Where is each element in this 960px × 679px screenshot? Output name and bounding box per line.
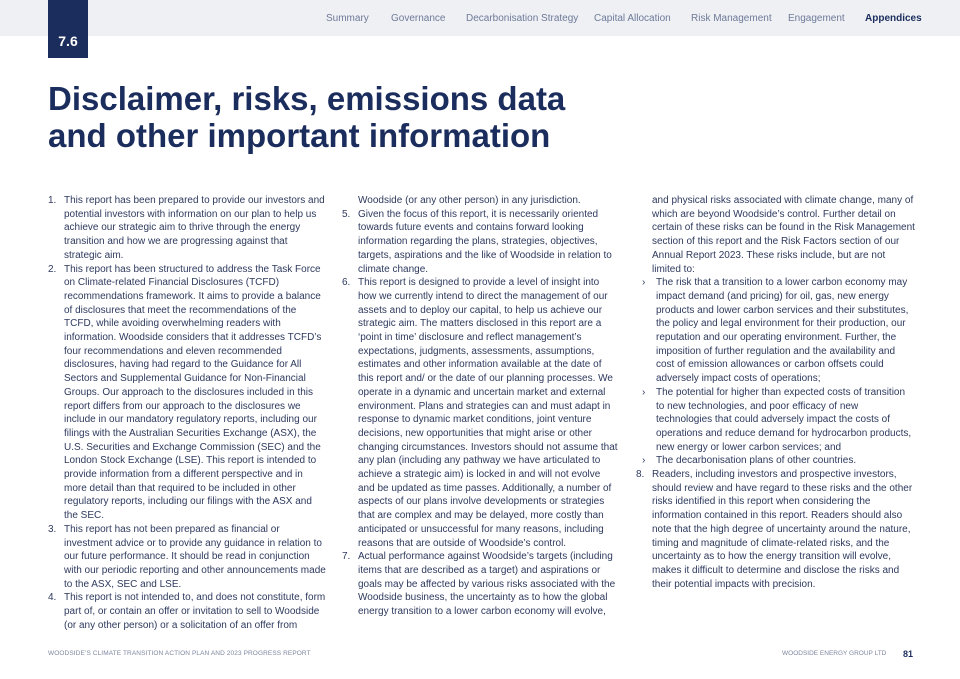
bullet-item — [636, 386, 916, 455]
top-navigation — [0, 13, 960, 27]
list-item — [48, 523, 326, 592]
chevron-right-icon: › — [642, 455, 646, 467]
item-text: Given the focus of this report, it is necessarily oriented towards future events and contains forward looking information regarding the plans, strategies, objectives, targets, aspirations and the like of Woodside in relation to climate change. — [358, 208, 612, 275]
nav-decarbonisation-strategy[interactable]: Decarbonisation Strategy — [466, 13, 579, 24]
column-1 — [48, 194, 326, 633]
item-text: This report is not intended to, and does not constitute, form part of, or contain an offer or invitation to sell to Woodside (or any other person) or a solicitation of an offer from — [64, 592, 326, 631]
bullet-text: The potential for higher than expected costs of transition to new technologies, and poor efficacy of new technologies that could adversely impact the costs of operations and reduce demand for hydrocarbon products, new energy or lower carbon services; and — [656, 386, 912, 453]
list-item — [48, 194, 326, 263]
bullet-item — [636, 276, 916, 386]
footer-report-title: WOODSIDE’S CLIMATE TRANSITION ACTION PLAN AND 2023 PROGRESS REPORT — [48, 650, 311, 657]
bullet-text: The decarbonisation plans of other countries. — [656, 455, 857, 467]
continued-text: Woodside (or any other person) in any jurisdiction. — [358, 195, 581, 206]
item-text: Readers, including investors and prospective investors, should review and have regard to these risks and the other risks identified in this report when considering the information contained in this report. Readers should also note that the high degree of uncertainty around the nature, timing and magnitude of climate-related risks, and the uncertainty as to how the energy transition will evolve, makes it difficult to determine and disclose the risks and their potential impacts with precision. — [652, 469, 913, 590]
list-item — [342, 208, 618, 277]
nav-appendices[interactable]: Appendices — [865, 13, 922, 24]
section-number-tab — [48, 0, 88, 58]
column-2 — [342, 194, 618, 619]
item-number: 8. — [636, 469, 645, 481]
section-number: 7.6 — [58, 33, 78, 49]
item-number: 7. — [342, 551, 351, 563]
item-text: This report has been prepared to provide our investors and potential investors with information on our plan to help us achieve our strategic aim to thrive through the energy transition and how we are progressing against that strategic aim. — [64, 195, 325, 261]
nav-engagement[interactable]: Engagement — [788, 13, 845, 24]
page-number: 81 — [903, 649, 914, 659]
list-item — [342, 550, 618, 619]
continued-text: and physical risks associated with climate change, many of which are beyond Woodside’s control. Further detail on certain of these risks can be found in the Risk Management section of this report and the Risk Factors section of our Annual Report 2023. These risks include, but are not limited to: — [652, 195, 915, 275]
nav-capital-allocation[interactable]: Capital Allocation — [594, 13, 671, 24]
item-text: Actual performance against Woodside’s targets (including items that are described as a target) and aspirations or goals may be affected by various risks associated with the Woodside business, the uncertainty as to how the global energy transition to a lower carbon economy will evolve, — [358, 551, 616, 618]
column-3 — [636, 194, 916, 591]
nav-risk-management[interactable]: Risk Management — [691, 13, 772, 24]
page-title-line-1: Disclaimer, risks, emissions data — [48, 80, 566, 117]
item-number: 6. — [342, 277, 351, 289]
item-number: 2. — [48, 263, 57, 275]
footer-company: WOODSIDE ENERGY GROUP LTD — [782, 650, 887, 657]
item-text: This report has been structured to address the Task Force on Climate-related Financial Disclosures (TCFD) recommendations framework. It aims to provide a balance of disclosures that meet the recommendations of the TCFD, while avoiding overwhelming readers with information. Woodside considers that it addresses TCFD’s four recommendations and eleven recommended disclosures, having had regard to the Guidance for All Sectors and Supplemental Guidance for Non-Financial Groups. Our approach to the disclosures included in this report differs from our approach to the disclosures we include in our mandatory regulatory reports, including our filings with the Australian Securities Exchange (ASX), the U.S. Securities and Exchange Commission (SEC) and the London Stock Exchange (LSE). This report is intended to provide information from a different perspective and in more detail than that required to be included in other regulatory reports, including our filings with the ASX and the SEC. — [64, 263, 322, 522]
page-title — [48, 80, 668, 154]
list-item — [48, 263, 326, 523]
chevron-right-icon: › — [642, 277, 646, 289]
nav-summary[interactable]: Summary — [326, 13, 369, 24]
item-number: 1. — [48, 195, 57, 206]
bullet-item — [636, 454, 916, 468]
item-number: 5. — [342, 208, 351, 220]
item-number: 4. — [48, 592, 57, 604]
risk-bullet-list — [636, 276, 916, 468]
item-number: 3. — [48, 523, 57, 535]
nav-governance[interactable]: Governance — [391, 13, 446, 24]
item-text: This report has not been prepared as financial or investment advice or to provide any guidance in relation to our future performance. It should be read in conjunction with our periodic reporting and other announcements made to the ASX, SEC and LSE. — [64, 523, 326, 590]
list-item — [48, 591, 326, 632]
chevron-right-icon: › — [642, 386, 646, 398]
list-item — [636, 468, 916, 591]
bullet-text: The risk that a transition to a lower carbon economy may impact demand (and pricing) for oil, gas, new energy products and lower carbon services and their substitutes, the policy and legal environment for their production, our reputation and our operating environment. Further, the imposition of further regulation and the availability and cost of emission allowances or carbon offsets could adversely impact costs of operations; — [656, 277, 909, 385]
item-text: This report is designed to provide a level of insight into how we currently intend to direct the management of our assets and to deploy our capital, to help us achieve our strategic aim. The matters disclosed in this report are a ‘point in time’ disclosure and reflect management’s expectations, judgments, assessments, assumptions, estimates and other information available at the date of this report and/ or the date of our planning processes. We operate in a dynamic and uncertain market and external environment. Plans and strategies can and must adapt in response to dynamic market conditions, joint venture decisions, new opportunities that might arise or other changing circumstances. Investors should not assume that any plan (including any pathway we have articulated to achieve a strategic aim) is locked in and will not evolve and be updated as time passes. Additionally, a number of aspects of our plans involve developments or strategies that are complex and may be delayed, more costly than anticipated or unsuccessful for many reasons, including reasons that are outside of Woodside’s control. — [358, 277, 618, 549]
page-title-line-2: and other important information — [48, 117, 551, 154]
list-item — [342, 276, 618, 550]
